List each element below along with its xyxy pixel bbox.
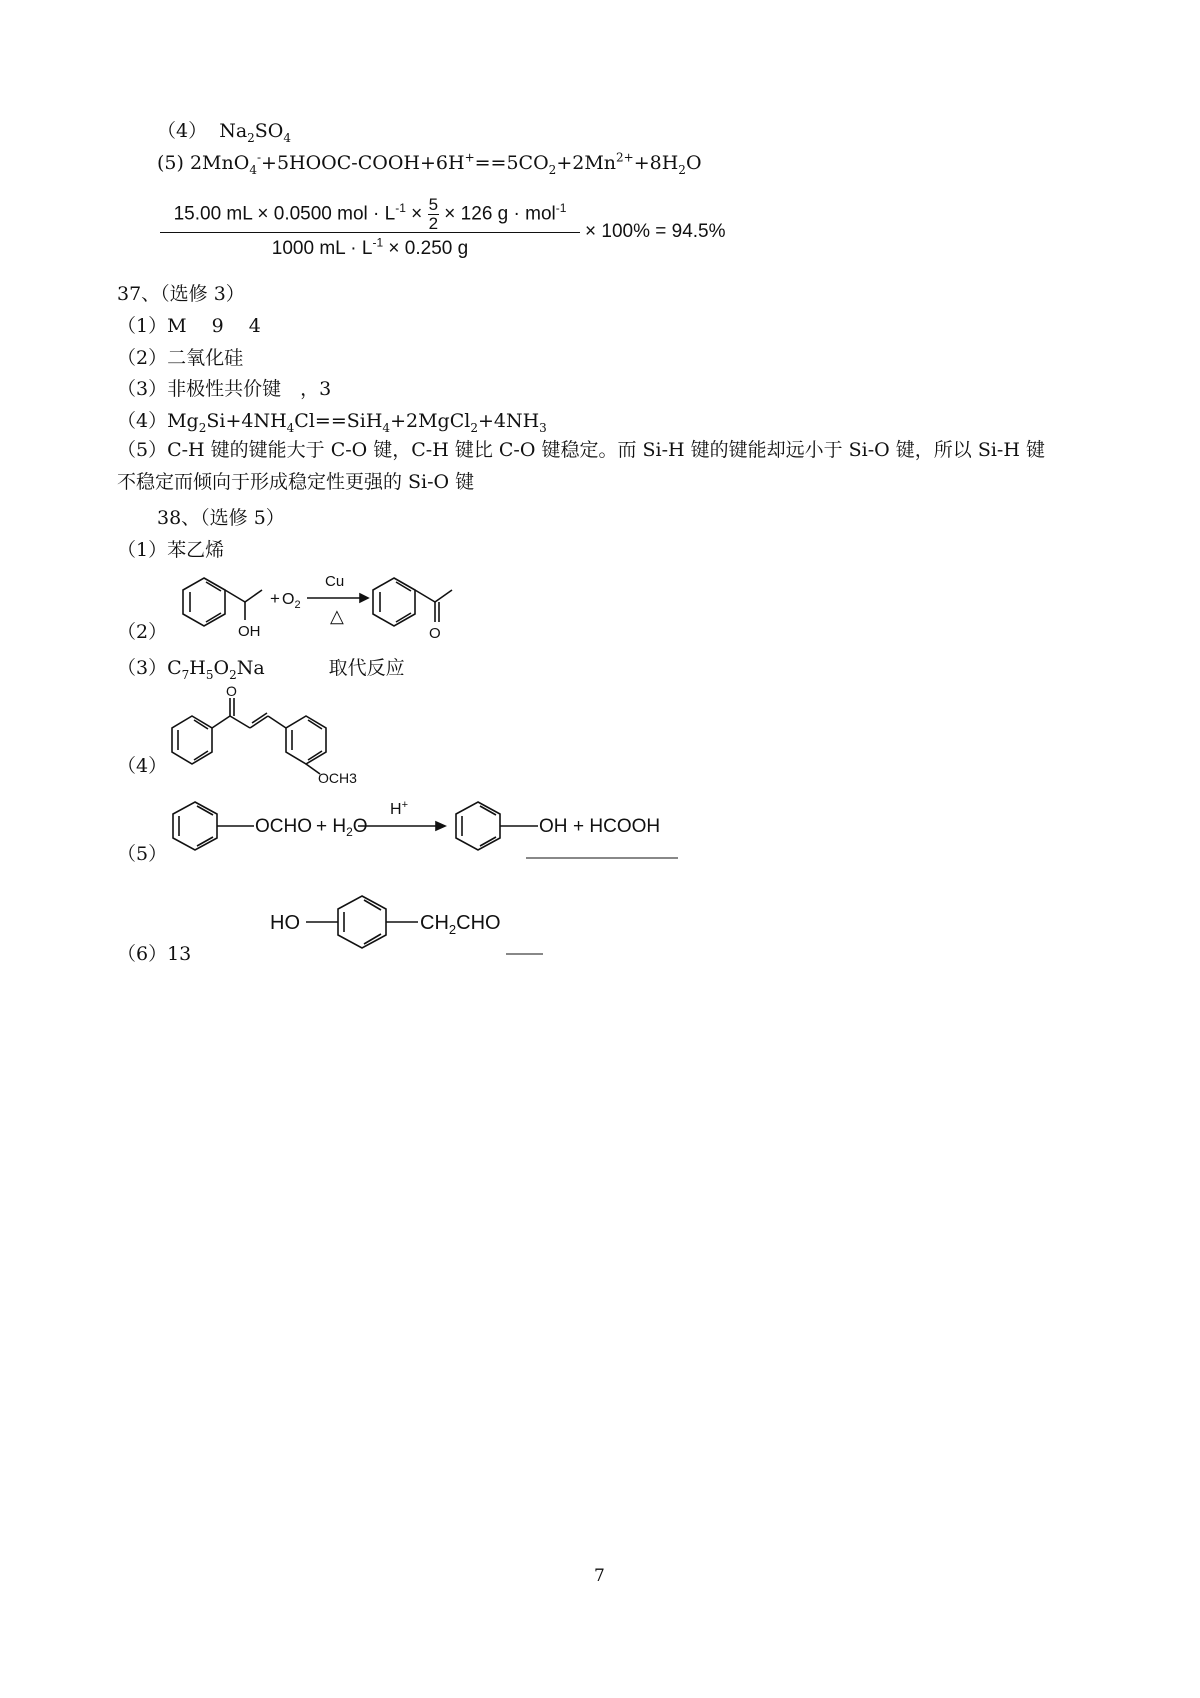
q38-answer-3	[117, 656, 405, 680]
q36-item4-answer: $Na_2SO_4$	[219, 120, 292, 145]
phenol-oh-label: OH	[539, 816, 568, 837]
q37-answer-5	[117, 434, 1097, 498]
q37-answer-3: （3）非极性共价键 ，3	[117, 378, 332, 400]
q36-item4-label: （4）	[157, 120, 208, 142]
svg-text:+: +	[270, 589, 280, 608]
q37-answer-5-line1: （5）C-H 键的键能大于 C-O 键，C-H 键比 C-O 键稳定。而 Si-H 键的键能却远小于 Si-O 键，所以 Si-H 键	[117, 439, 1045, 461]
q38-reaction-type: 取代反应	[328, 657, 405, 679]
q38-answer-5-label: （5）	[117, 843, 168, 865]
q36-calculation	[160, 188, 740, 266]
svg-text:O: O	[226, 683, 237, 699]
q38-formula: $C_7H_5O_2Na$	[167, 657, 265, 682]
catalyst-cu: Cu	[325, 573, 345, 590]
fraction-bar	[160, 232, 580, 233]
q38-answer-1: （1）苯乙烯	[117, 539, 225, 561]
q38-answer-4-label: （4）	[117, 755, 168, 777]
formate-ester-label: OCHO	[255, 816, 312, 837]
methoxy-label: OCH3	[318, 770, 357, 786]
heat-condition-icon: △	[330, 606, 344, 626]
q36-item5-label: (5)	[157, 152, 184, 174]
acid-catalyst: H+	[390, 799, 408, 818]
formic-acid-label: + HCOOH	[573, 816, 661, 837]
hydroxyl-label: OH	[238, 623, 261, 640]
q36-item4	[157, 119, 291, 143]
calc-result: × 100% = 94.5%	[585, 221, 726, 242]
q38-structure-6	[268, 884, 558, 964]
q38-answer-6: （6）13	[117, 943, 192, 965]
reagent-o2: $O_2$	[282, 591, 301, 611]
q36-item5-equation: (5) $2MnO_4^-+5HOOC-COOH+6H^+==5CO_2+2Mn^{2+}+8H_2O$	[157, 150, 702, 177]
q38-answer-3-label: （3）	[117, 657, 168, 679]
q38-reaction-5	[168, 796, 688, 862]
q38-answer-2-label: （2）	[117, 621, 168, 643]
q37-answer-1: （1）M 9 4	[117, 315, 261, 337]
ch2cho-label: $CH_2CHO$	[420, 912, 501, 937]
q38-structure-4	[168, 683, 398, 786]
q37-answer-4: $(4)Mg_2Si+4NH_4Cl==SiH_4+2MgCl_2+4NH_3$	[117, 410, 547, 435]
q38-reaction-2	[170, 570, 500, 640]
calc-numerator: 15.00 mL × 0.0500 mol · $L^{-1}$ × $\frac{5}{2} \times 126$ g · mol$^{-1}$	[173, 195, 567, 233]
calc-denominator: 1000 mL · $L^{-1} \times 0.250$ g	[271, 235, 469, 259]
q38-header: 38、（选修 5）	[157, 507, 285, 529]
q37-answer-5-line2: 不稳定而倾向于形成稳定性更强的 Si-O 键	[117, 471, 475, 493]
q37-answer-2: （2）二氧化硅	[117, 347, 244, 369]
q37-header: 37、（选修 3）	[117, 283, 245, 305]
hydroxy-label: HO	[270, 912, 300, 934]
page-number: 7	[594, 1566, 605, 1586]
water-label: + $H_2O$	[316, 816, 368, 839]
ketone-oxygen-label: O	[429, 625, 441, 642]
